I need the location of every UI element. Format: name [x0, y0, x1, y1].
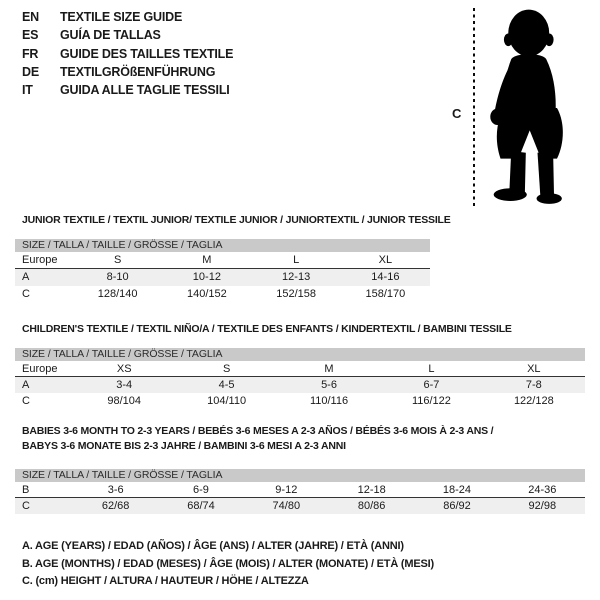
- table-cell: M: [324, 363, 334, 375]
- table-cell: 104/110: [207, 395, 247, 407]
- language-row: [22, 63, 233, 81]
- language-label: GUÍA DE TALLAS: [60, 28, 161, 43]
- language-label: TEXTILGRÖßENFÜHRUNG: [60, 64, 216, 79]
- table-cell: 116/122: [411, 395, 451, 407]
- table-rows: [15, 482, 585, 514]
- row-label: A: [22, 271, 30, 283]
- table-cell: 4-5: [218, 379, 235, 391]
- language-code: ES: [22, 28, 39, 43]
- language-code: FR: [22, 46, 39, 61]
- legend-note: C. (cm) HEIGHT / ALTURA / HAUTEUR / HÖHE / ALTEZZA: [22, 575, 309, 587]
- table-cell: 80/86: [357, 500, 386, 512]
- row-label: C: [22, 395, 30, 407]
- table-cell: 12-18: [357, 484, 386, 496]
- section-title-line: BABYS 3-6 MONATE BIS 2-3 JAHRE / BAMBINI 3-6 MESI A 2-3 ANNI: [22, 439, 346, 452]
- junior-size-table: [15, 239, 430, 303]
- table-row-c: [15, 393, 585, 409]
- table-cell: 24-36: [528, 484, 557, 496]
- table-cell: 152/158: [276, 288, 316, 300]
- table-rows: [15, 361, 585, 409]
- table-cell: 12-13: [282, 271, 311, 283]
- language-label: TEXTILE SIZE GUIDE: [60, 10, 183, 24]
- row-label: C: [22, 500, 30, 512]
- table-row-c: [15, 498, 585, 514]
- height-label-c: C: [452, 106, 462, 121]
- language-code: EN: [22, 10, 39, 24]
- table-cell: S: [222, 363, 231, 375]
- table-cell: 7-8: [525, 379, 542, 391]
- section-title-babies: [22, 424, 597, 453]
- table-cell: XL: [378, 254, 393, 266]
- row-label: C: [22, 288, 30, 300]
- babies-size-table: [15, 469, 585, 514]
- size-header-bar: SIZE / TALLA / TAILLE / GRÖSSE / TAGLIA: [15, 239, 430, 252]
- size-header-bar: SIZE / TALLA / TAILLE / GRÖSSE / TAGLIA: [15, 469, 585, 482]
- table-cell: 10-12: [192, 271, 221, 283]
- table-cell: 5-6: [321, 379, 337, 391]
- table-cell: 18-24: [442, 484, 472, 496]
- language-list: [22, 8, 233, 99]
- table-row-c: [15, 286, 430, 303]
- table-cell: 122/128: [513, 395, 554, 407]
- children-size-table: [15, 348, 585, 409]
- table-cell: 9-12: [275, 484, 298, 496]
- table-cell: 110/116: [309, 395, 349, 407]
- row-label: A: [22, 379, 30, 391]
- height-measure-line: [473, 8, 475, 206]
- table-cell: 128/140: [97, 288, 138, 300]
- table-cell: 92/98: [528, 500, 557, 512]
- section-title-line: JUNIOR TEXTILE / TEXTIL JUNIOR/ TEXTILE JUNIOR / JUNIORTEXTIL / JUNIOR TESSILE: [22, 214, 451, 226]
- table-cell: 6-7: [423, 379, 440, 391]
- language-label: GUIDE DES TAILLES TEXTILE: [60, 46, 234, 61]
- section-title-line: CHILDREN'S TEXTILE / TEXTIL NIÑO/A / TEXTILE DES ENFANTS / KINDERTEXTIL / BAMBINI TESSILE: [22, 323, 512, 335]
- toddler-silhouette: [482, 5, 594, 208]
- table-cell: S: [113, 254, 122, 266]
- table-row-b: [15, 482, 585, 498]
- size-header-bar: SIZE / TALLA / TAILLE / GRÖSSE / TAGLIA: [15, 348, 585, 361]
- language-row: [22, 45, 233, 63]
- table-cell: L: [293, 254, 300, 266]
- table-rows: [15, 252, 430, 303]
- table-cell: 74/80: [272, 500, 301, 512]
- table-cell: 3-4: [116, 379, 133, 391]
- table-cell: 158/170: [365, 288, 406, 300]
- table-cell: M: [202, 254, 212, 266]
- table-cell: 62/68: [101, 500, 130, 512]
- table-cell: 14-16: [371, 271, 400, 283]
- table-row-a: [15, 377, 585, 393]
- section-title-line: BABIES 3-6 MONTH TO 2-3 YEARS / BEBÉS 3-6 MESES A 2-3 AÑOS / BÉBÉS 3-6 MOIS À 2-3 ANS /: [22, 425, 494, 437]
- table-row-europe: [15, 361, 585, 377]
- table-cell: 8-10: [106, 271, 129, 283]
- table-cell: 6-9: [193, 484, 209, 496]
- table-cell: 68/74: [187, 500, 215, 512]
- row-label: B: [22, 484, 30, 496]
- language-row: [22, 81, 233, 99]
- table-cell: 140/152: [186, 288, 227, 300]
- table-cell: 98/104: [107, 395, 142, 407]
- table-cell: 3-6: [107, 484, 124, 496]
- language-row: [22, 26, 233, 44]
- table-row-europe: [15, 252, 430, 269]
- language-code: DE: [22, 64, 39, 79]
- table-cell: XS: [116, 363, 132, 375]
- table-cell: 86/92: [443, 500, 471, 512]
- language-code: IT: [22, 83, 33, 98]
- legend-note: B. AGE (MONTHS) / EDAD (MESES) / ÂGE (MOIS) / ALTER (MONATE) / ETÀ (MESI): [22, 557, 434, 570]
- language-row: [22, 8, 233, 26]
- row-label: Europe: [22, 363, 58, 375]
- section-title-junior: [22, 213, 597, 228]
- row-label: Europe: [22, 254, 58, 266]
- section-title-children: [22, 322, 597, 337]
- table-row-a: [15, 269, 430, 286]
- language-label: GUIDA ALLE TAGLIE TESSILI: [60, 83, 230, 98]
- legend-note: A. AGE (YEARS) / EDAD (AÑOS) / ÂGE (ANS) / ALTER (JAHRE) / ETÀ (ANNI): [22, 540, 404, 552]
- table-cell: L: [428, 363, 435, 375]
- table-cell: XL: [527, 363, 541, 375]
- legend-notes: [22, 538, 434, 591]
